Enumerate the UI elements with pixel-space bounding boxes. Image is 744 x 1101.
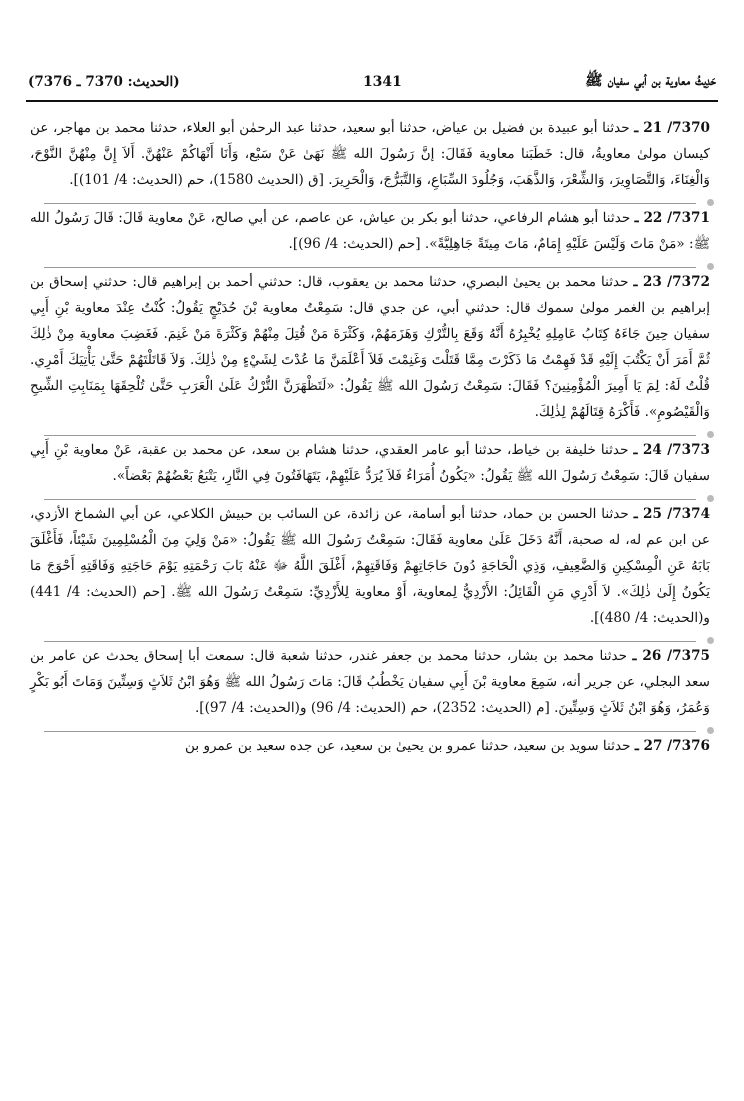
hadith-text: حدثنا أبو عبيدة بن فضيل بن عياض، حدثنا أبو سعيد، حدثنا عبد الرحمٰن أبو العلاء، حدثنا محمد بن مهاجر، عن كيسان مولىٰ معاويةُ، قال: خَطَبَنا معاوية فَقَالَ: إنَّ رَسُولَ الله ﷺ نَهَىٰ عَنْ سَبْع، وَأَنَا أَنْهَاكُمْ عَنْهُنَّ. أَلاَ إِنَّ مِنْهُنَّ النَّوْحَ، وَالْغِنَاءَ، وَالتَّصَاوِيرَ، وَالشِّعْرَ، وَالذَّهَبَ، وَجُلُودَ السِّبَاعِ، وَالتَّبَرُّجَ، وَالْحَرِيرَ. [ق (الحديث 1580)، حم (الحديث: 4/ 101)].	[30, 120, 710, 188]
running-title: حَدِيثُ معاوية بن أبي سفيان ﷺ	[585, 71, 716, 89]
hadith-number: 7372/ 23 ـ	[633, 274, 710, 290]
hadith-text: حدثنا محمد بن بشار، حدثنا محمد بن جعفر غندر، حدثنا شعبة قال: سمعت أبا إسحاق يحدث عن عامر بن سعد البجلي، عن جرير أنه، سَمِعَ معاوية بْنَ أَبِي سفيان يَخْطُبُ قَالَ: مَاتَ رَسُولُ الله ﷺ وَهُوَ ابْنُ ثَلاَثٍ وَسِتِّينَ وَمَاتَ أَبُو بَكْرٍ وَعُمَرُ، وَهُوَ ابْنُ ثَلاَثٍ وَسِتِّينَ. [م (الحديث: 2352)، حم (الحديث: 4/ 96) و(الحديث: 4/ 97)].	[30, 648, 710, 716]
hadith-number: 7373/ 24 ـ	[633, 442, 711, 458]
page-header	[28, 64, 716, 100]
hadith-text: حدثنا الحسن بن حماد، حدثنا أبو أسامة، عن زائدة، عن السائب بن حبيش الكلاعي، عن أبي الشماخ الأزدي، عن ابن عم له، له صحبة، أَنَّهُ دَخَلَ عَلَىٰ معاوية فَقَالَ: سَمِعْتُ رَسُولَ الله ﷺ يَقُولُ: «مَنْ وَلِيَ مِنَ الْمُسْلِمِينَ شَيْئاً، فَأَغْلَقَ بَابَهُ عَنِ الْمِسْكِينِ وَالضَّعِيفِ، وَذِي الْحَاجَةِ دُونَ حَاجَاتِهِمْ وَفَاقَتِهِمْ، أَغْلَقَ اللَّهُ ﷻ عَنْهُ بَابَ رَحْمَتِهِ يَوْمَ حَاجَتِهِ وَفَاقَتِهِ أَحْوَجَ مَا يَكُونُ إِلَىٰ ذٰلِكَ». لاَ أَدْرِي مَنِ الْقَائِلُ: الأَزْدِيُّ لِمعاوية، أَوْ معاوية لِلأَزْدِيِّ: سَمِعْتُ رَسُولَ الله ﷺ. [حم (الحديث: 4/ 441) و(الحديث: 4/ 480)].	[30, 506, 710, 626]
hadith-7375	[30, 643, 710, 721]
hadith-range: (الحديث: 7370 ـ 7376)	[28, 74, 180, 90]
hadith-text: حدثنا محمد بن يحيىٰ البصري، حدثنا محمد بن يعقوب، قال: حدثني أحمد بن إبراهيم قال: حدثني إسحاق بن إبراهيم بن الغمر مولىٰ سموك قال: حدثني أبي، عن جدي قال: سَمِعْتُ معاوية بْنَ حُدَيْجٍ يَقُولُ: كُنْتُ عِنْدَ معاوية بْنِ أَبِي سفيان حِينَ جَاءَهُ كِتَابُ عَامِلِهِ يُخْبِرُهُ أَنَّهُ وَقَعَ بِالتُّرْكِ وَهَزَمَهُمْ، وَكَثْرَةَ مَنْ قُتِلَ مِنْهُمْ وَكَثْرَةَ مَنْ غَنِمَ. فَغَضِبَ معاوية مِنْ ذٰلِكَ ثُمَّ أَمَرَ أَنْ يَكْتُبَ إِلَيْهِ قَدْ فَهِمْتُ مَا ذَكَرْتَ مِمَّا قَتَلْتَ وَغَنِمْتَ فَلاَ أَعْلَمَنَّ مَا عُدْتَ لِشَيْءٍ مِنْ ذٰلِكَ. وَلاَ قَاتَلْتَهُمْ حَتَّىٰ يَأْتِيَكَ أَمْرِي. قُلْتُ لَهُ: لِمَ يَا أَمِيرَ الْمُؤْمِنِينَ؟ فَقَالَ: سَمِعْتُ رَسُولَ الله ﷺ يَقُولُ: «لَتَظْهَرَنَّ التُّرْكُ عَلَىٰ الْعَرَبِ حَتَّىٰ تُلْحِقَهَا بِمَنَابِتِ الشِّيحِ وَالْقَيْصُومِ». فَأَكْرَهُ قِتَالَهُمْ لِذٰلِكَ.	[30, 274, 710, 420]
hadith-7372	[30, 269, 710, 425]
hadith-text: حدثنا أبو هشام الرفاعي، حدثنا أبو بكر بن عياش، عن عاصم، عن أبي صالح، عَنْ معاوية قَالَ: قَالَ رَسُولُ الله ﷺ: «مَنْ مَاتَ وَلَيْسَ عَلَيْهِ إِمَامٌ، مَاتَ مِيتَةً جَاهِلِيَّةً». [حم (الحديث: 4/ 96)].	[30, 210, 710, 252]
hadith-number: 7375/ 26 ـ	[632, 648, 710, 664]
hadith-text: حدثنا سويد بن سعيد، حدثنا عمرو بن يحيىٰ بن سعيد، عن جده سعيد بن عمرو بن	[185, 738, 631, 754]
hadith-number: 7376/ 27 ـ	[634, 738, 710, 754]
page-number: 1341	[362, 74, 402, 90]
hadith-number: 7370/ 21 ـ	[634, 120, 711, 136]
hadith-7373	[30, 437, 710, 489]
hadith-7371	[30, 205, 710, 257]
hadith-text: حدثنا خليفة بن خياط، حدثنا أبو عامر العقدي، حدثنا هشام بن سعد، عن محمد بن عقبة، عَنْ معاوية بْنِ أَبِي سفيان قَالَ: سَمِعْتُ رَسُولَ الله ﷺ يَقُولُ: «يَكُونُ أُمَرَاءُ فَلاَ يُرَدُّ عَلَيْهِمْ، يَتَهَافَتُونَ فِي النَّارِ، يَتْبَعُ بَعْضُهُمْ بَعْضاً».	[30, 442, 710, 484]
page-body	[30, 115, 710, 1091]
header-rule	[26, 100, 718, 102]
hadith-7376	[30, 733, 710, 759]
hadith-7370	[30, 115, 710, 193]
hadith-7374	[30, 501, 710, 631]
hadith-number: 7374/ 25 ـ	[633, 506, 711, 522]
hadith-number: 7371/ 22 ـ	[634, 210, 710, 226]
